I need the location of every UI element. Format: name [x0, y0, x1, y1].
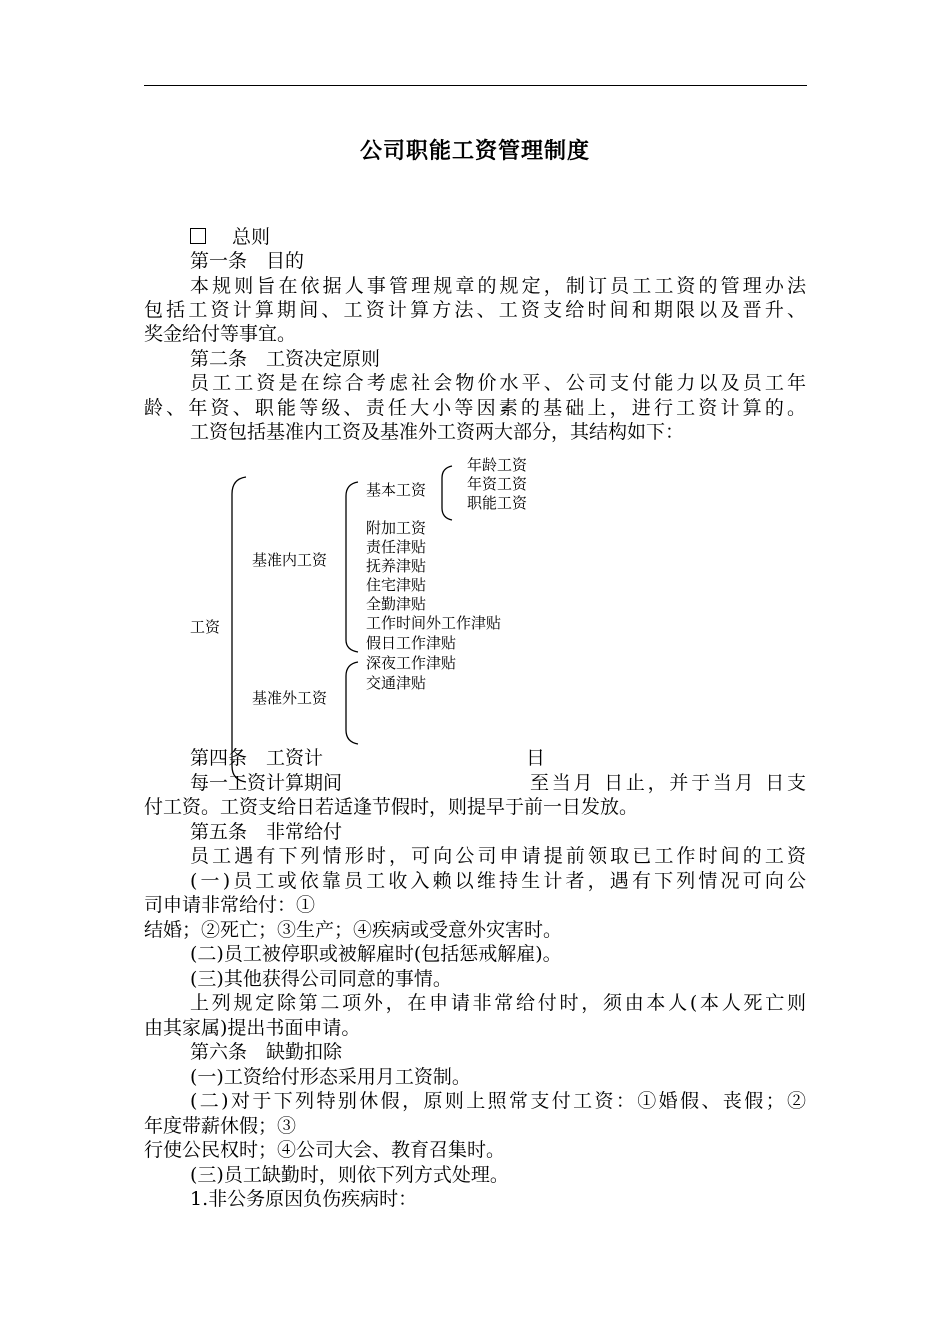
- article-1-text-1: 本规则旨在依据人事管理规章的规定，制订员工工资的管理办法: [190, 275, 806, 297]
- basic-brace: [442, 466, 452, 520]
- inner-item: 住宅津贴: [366, 576, 427, 594]
- article-6-text-1: (一)工资给付形态采用月工资制。: [190, 1066, 471, 1088]
- basic-item: 年资工资: [467, 475, 528, 493]
- article-4-text-1a: 每一工资计算期间: [190, 772, 343, 794]
- article-2-text-3: 工资包括基准内工资及基准外工资两大部分，其结构如下：: [190, 421, 685, 443]
- article-5-text-3: 司申请非常给付：①: [144, 894, 316, 916]
- node-root: 工资: [190, 618, 221, 636]
- section-label: 总则: [232, 226, 271, 248]
- article-1-text-3: 奖金给付等事宜。: [144, 323, 297, 345]
- article-4-heading: 第四条 工资计: [190, 747, 324, 769]
- section-heading: [190, 225, 270, 249]
- article-5-heading: 第五条 非常给付: [190, 821, 343, 843]
- article-4-heading-end: 日: [526, 747, 546, 769]
- article-1-heading: 第一条 目的: [190, 250, 305, 272]
- inner-item: 全勤津贴: [366, 595, 427, 613]
- node-outer: 基准外工资: [252, 689, 328, 707]
- inner-item: 工作时间外工作津贴: [366, 614, 502, 632]
- article-6-text-2: (二)对于下列特别休假，原则上照常支付工资：①婚假、丧假；②: [190, 1090, 806, 1112]
- article-5-text-7: 上列规定除第二项外，在申请非常给付时，须由本人(本人死亡则: [190, 992, 806, 1014]
- inner-item: 假日工作津贴: [366, 634, 457, 652]
- article-5-text-1: 员工遇有下列情形时，可向公司申请提前领取已工作时间的工资: [190, 845, 806, 867]
- inner-item: 抚养津贴: [366, 557, 427, 575]
- article-5-text-8: 由其家属)提出书面申请。: [144, 1017, 361, 1039]
- header-rule: [144, 85, 807, 86]
- article-6-text-4: 行使公民权时；④公司大会、教育召集时。: [144, 1139, 506, 1161]
- article-6-text-5: (三)员工缺勤时，则依下列方式处理。: [190, 1164, 509, 1186]
- node-inner: 基准内工资: [252, 551, 328, 569]
- checkbox-icon: [190, 228, 206, 244]
- document-title: 公司职能工资管理制度: [359, 139, 590, 164]
- article-6-heading: 第六条 缺勤扣除: [190, 1041, 343, 1063]
- basic-item: 职能工资: [467, 494, 528, 512]
- article-6-text-3: 年度带薪休假；③: [144, 1115, 297, 1137]
- outer-item: 深夜工作津贴: [366, 654, 457, 672]
- article-5-text-5: (二)员工被停职或被解雇时(包括惩戒解雇)。: [190, 943, 562, 965]
- root-brace: [232, 477, 246, 782]
- basic-item: 年龄工资: [467, 456, 528, 474]
- article-2-text-2: 龄、年资、职能等级、责任大小等因素的基础上，进行工资计算的。: [144, 397, 806, 419]
- inner-brace: [346, 482, 358, 652]
- outer-item: 交通津贴: [366, 674, 427, 692]
- article-4-text-2: 付工资。工资支给日若适逢节假时，则提早于前一日发放。: [144, 796, 639, 818]
- article-5-text-4: 结婚；②死亡；③生产；④疾病或受意外灾害时。: [144, 919, 563, 941]
- article-4-text-1b: 至当月 日止，并于当月 日支: [530, 772, 806, 794]
- inner-item: 附加工资: [366, 519, 427, 537]
- article-6-text-6: 1.非公务原因负伤疾病时：: [190, 1188, 418, 1210]
- article-2-heading: 第二条 工资决定原则: [190, 348, 381, 370]
- article-2-text-1: 员工工资是在综合考虑社会物价水平、公司支付能力以及员工年: [190, 372, 806, 394]
- article-1-text-2: 包括工资计算期间、工资计算方法、工资支给时间和期限以及晋升、: [144, 299, 806, 321]
- outer-brace: [346, 662, 358, 744]
- node-basic: 基本工资: [366, 481, 427, 499]
- article-5-text-2: (一)员工或依靠员工收入赖以维持生计者，遇有下列情况可向公: [190, 870, 806, 892]
- article-5-text-6: (三)其他获得公司同意的事情。: [190, 968, 452, 990]
- inner-item: 责任津贴: [366, 538, 427, 556]
